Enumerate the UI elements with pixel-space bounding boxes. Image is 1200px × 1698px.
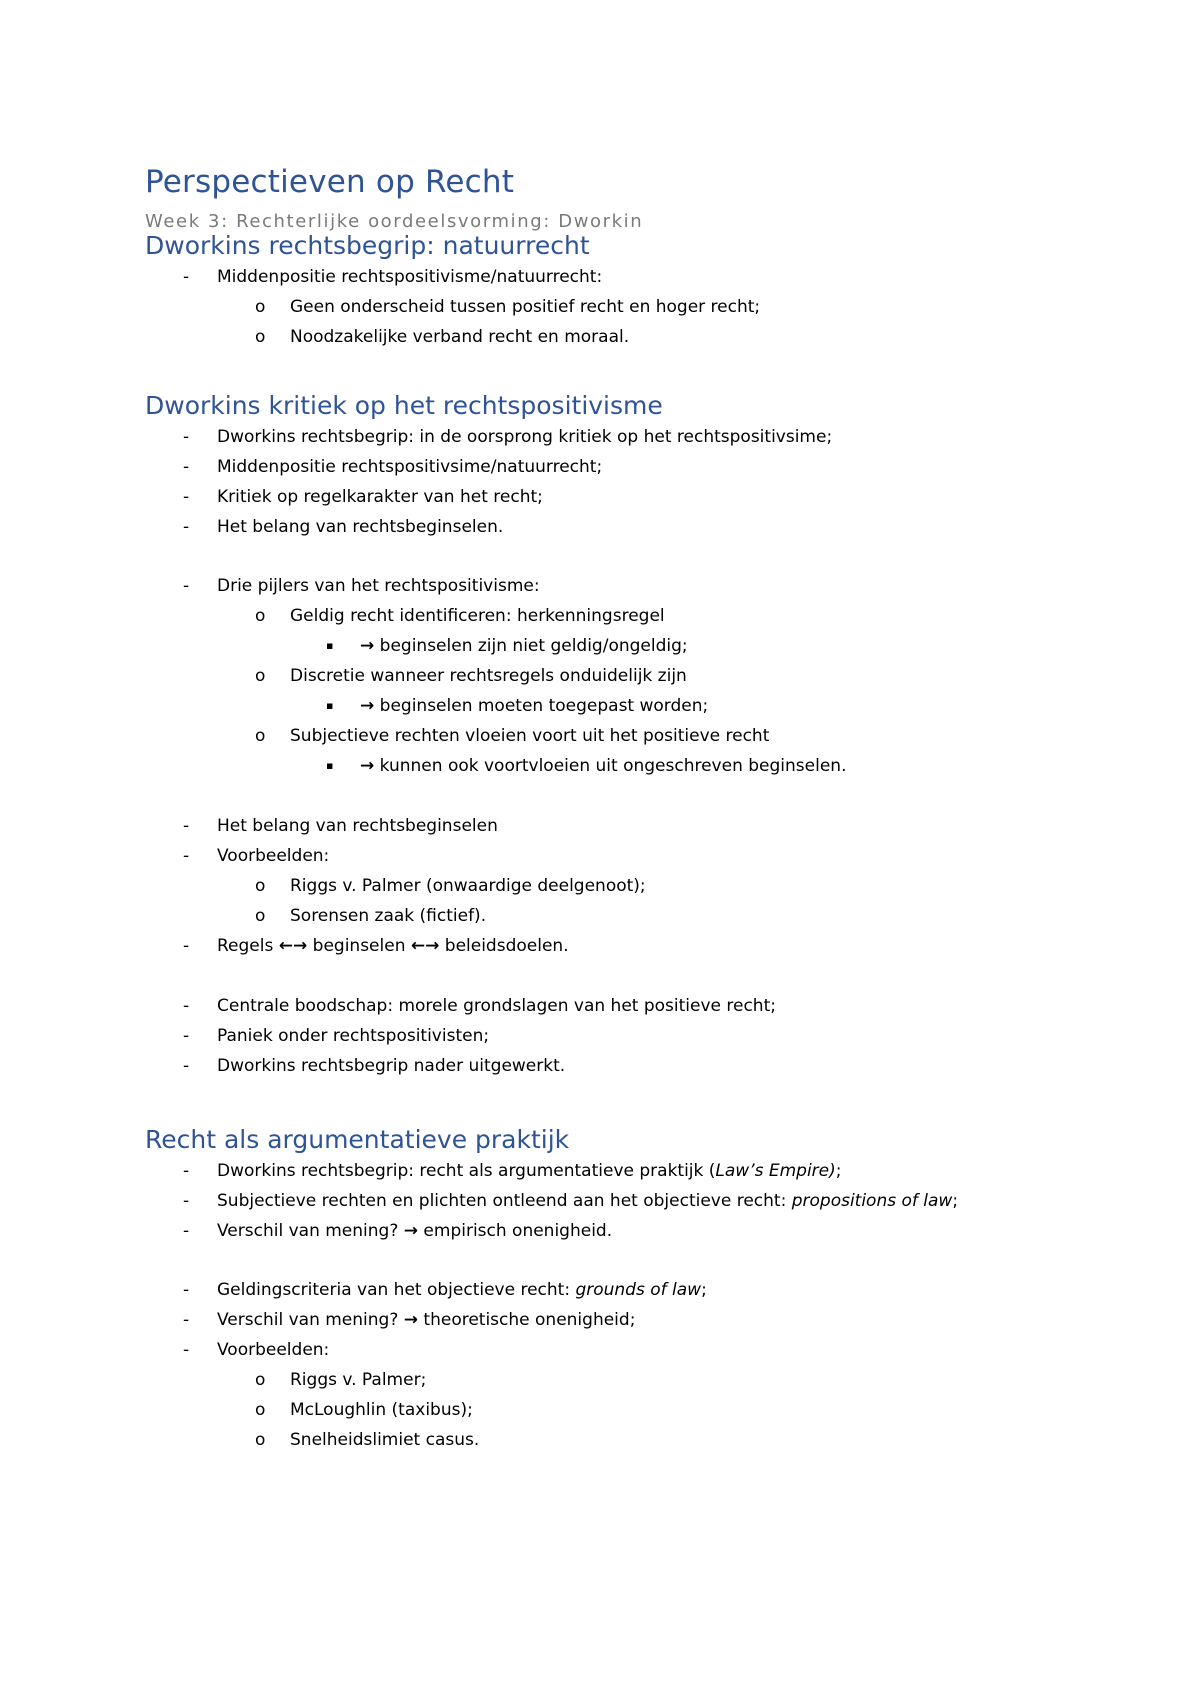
list-item: - Voorbeelden: [183, 1340, 330, 1360]
list-item: o McLoughlin (taxibus); [255, 1400, 473, 1420]
arrow-right-icon: → [403, 1221, 419, 1241]
list-item: - Dworkins rechtsbegrip nader uitgewerkt. [183, 1056, 566, 1076]
list-item: - Dworkins rechtsbegrip: in de oorsprong kritiek op het rechtspositivsime; [183, 427, 833, 447]
list-item: o Sorensen zaak (fictief). [255, 906, 487, 926]
list-item: - Het belang van rechtsbeginselen [183, 816, 498, 836]
list-item: - Middenpositie rechtspositivsime/natuurrecht; [183, 457, 603, 477]
list-item: ▪ → beginselen zijn niet geldig/ongeldig; [326, 636, 688, 656]
list-item: - Centrale boodschap: morele grondslagen van het positieve recht; [183, 996, 776, 1016]
list-item: o Snelheidslimiet casus. [255, 1430, 480, 1450]
list-item: - Subjectieve rechten en plichten ontleend aan het objectieve recht: propositions of law; [183, 1191, 959, 1211]
arrow-both-icon: ←→ [278, 936, 308, 956]
list-item: - Kritiek op regelkarakter van het recht; [183, 487, 543, 507]
arrow-both-icon: ←→ [410, 936, 440, 956]
list-item: - Drie pijlers van het rechtspositivisme: [183, 576, 540, 596]
arrow-right-icon: → [403, 1310, 419, 1330]
arrow-right-icon: → [360, 636, 375, 656]
document-subtitle: Week 3: Rechterlijke oordeelsvorming: Dworkin [145, 211, 644, 232]
list-item: o Riggs v. Palmer (onwaardige deelgenoot); [255, 876, 646, 896]
list-item: - Verschil van mening? → empirisch onenigheid. [183, 1221, 613, 1241]
section-heading: Recht als argumentatieve praktijk [145, 1125, 570, 1154]
list-item: - Het belang van rechtsbeginselen. [183, 517, 504, 537]
list-item: o Noodzakelijke verband recht en moraal. [255, 327, 630, 347]
list-item: o Riggs v. Palmer; [255, 1370, 427, 1390]
list-item: - Verschil van mening? → theoretische onenigheid; [183, 1310, 636, 1330]
list-item: - Middenpositie rechtspositivisme/natuurrecht: [183, 267, 603, 287]
document-title: Perspectieven op Recht [145, 164, 515, 200]
list-item: - Geldingscriteria van het objectieve recht: grounds of law; [183, 1280, 707, 1300]
list-item: ▪ → kunnen ook voortvloeien uit ongeschreven beginselen. [326, 756, 847, 776]
section-heading: Dworkins kritiek op het rechtspositivisme [145, 391, 663, 420]
list-item: - Paniek onder rechtspositivisten; [183, 1026, 490, 1046]
list-item: ▪ → beginselen moeten toegepast worden; [326, 696, 709, 716]
list-item: o Discretie wanneer rechtsregels onduidelijk zijn [255, 666, 687, 686]
list-item: - Regels ←→ beginselen ←→ beleidsdoelen. [183, 936, 569, 956]
arrow-right-icon: → [360, 756, 375, 776]
list-item: - Voorbeelden: [183, 846, 330, 866]
section-heading: Dworkins rechtsbegrip: natuurrecht [145, 231, 590, 260]
list-item: o Geldig recht identificeren: herkenningsregel [255, 606, 665, 626]
list-item: o Geen onderscheid tussen positief recht en hoger recht; [255, 297, 761, 317]
list-item: - Dworkins rechtsbegrip: recht als argumentatieve praktijk (Law’s Empire); [183, 1161, 842, 1181]
arrow-right-icon: → [360, 696, 375, 716]
list-item: o Subjectieve rechten vloeien voort uit het positieve recht [255, 726, 770, 746]
